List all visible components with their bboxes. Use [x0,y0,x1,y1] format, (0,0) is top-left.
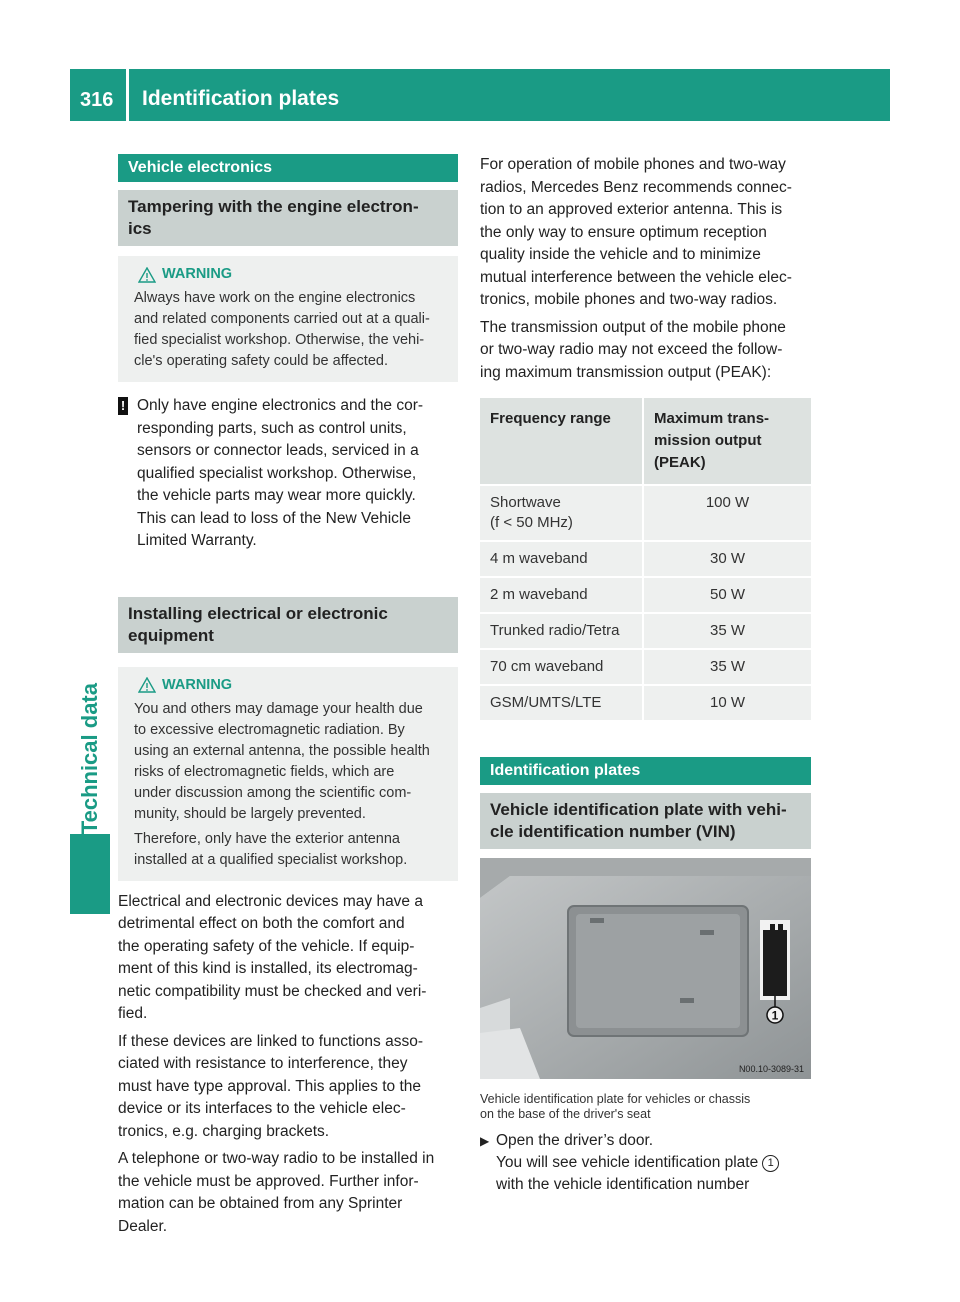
paragraph-line: For operation of mobile phones and two-way [480,156,786,173]
warning-line: installed at a qualified specialist workshop. [134,851,408,868]
paragraph-line: quality inside the vehicle and to minimize [480,246,761,263]
table-row [480,686,811,720]
warning-label: WARNING [162,266,233,282]
caption-line: on the base of the driver's seat [480,1107,651,1121]
note-line: responding parts, such as control units, [137,419,407,437]
left-column [118,154,458,1238]
frequency-range-cell [480,614,644,648]
paragraph-line: mation can be obtained from any Sprinter [118,1195,403,1212]
table-row [480,486,811,540]
cell-line: 4 m waveband [490,550,588,567]
output-cell: 50 W [644,578,811,612]
note-line: qualified specialist workshop. Otherwise, [137,464,417,482]
page-number: 316 [80,89,114,111]
warning-line: You and others may damage your health due [134,700,423,717]
sidebar-marker [70,834,110,914]
paragraph-line: ment of this kind is installed, its electromag- [118,960,418,977]
paragraph-line: Dealer. [118,1217,168,1235]
note-line: the vehicle parts may wear more quickly. [137,487,416,504]
step-line-2-text: You will see vehicle identification plate [496,1154,759,1171]
frequency-range-cell [480,486,644,540]
caption-line: Vehicle identification plate for vehicles or chassis [480,1092,751,1106]
step-line-1: Open the driver’s door. [496,1132,654,1149]
header-line: Frequency range [490,410,611,427]
paragraph-type-approval [118,1031,458,1144]
paragraph-transmission-output [480,317,811,385]
sidebar-section-label: Technical data [77,682,102,834]
warning-text [134,288,448,372]
output-cell: 10 W [644,686,811,720]
instruction-step [480,1130,811,1196]
photo-caption [480,1092,811,1122]
column-header-output [644,398,811,484]
frequency-range-cell [480,650,644,684]
step-arrow-icon: ▶ [480,1134,490,1148]
frequency-range-cell [480,578,644,612]
cell-line: 70 cm waveband [490,658,604,675]
note-text [137,395,423,553]
warning-line: fied specialist workshop. Otherwise, the vehi- [134,332,425,348]
warning-line: to excessive electromagnetic radiation. By [134,721,405,738]
paragraph-line: fied. [118,1005,148,1022]
paragraph-line: The transmission output of the mobile phone [480,318,786,336]
subheading-line: Tampering with the engine electron- [128,197,419,216]
column-header-frequency [480,398,644,484]
paragraph-line: tronics, e.g. charging brackets. [118,1122,330,1140]
cell-line: (f < 50 MHz) [490,514,573,531]
warning-line: Always have work on the engine electronics [134,290,416,306]
paragraph-line: the only way to ensure optimum reception [480,223,767,241]
paragraph-antenna [480,154,811,312]
paragraph-telephone [118,1148,458,1238]
paragraph-line: must have type approval. This applies to the [118,1077,421,1095]
warning-line: and related components carried out at a quali- [134,311,430,327]
warning-label: WARNING [162,676,233,693]
section-heading-identification-plates: Identification plates [480,757,811,785]
step-text [496,1130,779,1196]
step-line-3: with the vehicle identification number [496,1176,750,1193]
paragraph-line: tion to an approved exterior antenna. This is [480,201,783,218]
sidebar-section-tab [70,120,110,834]
warning-line: munity, should be largely prevented. [134,805,366,822]
paragraph-line: detrimental effect on both the comfort and [118,915,405,932]
note-line: Only have engine electronics and the cor- [137,397,424,414]
warning-box-engine [118,256,458,382]
output-cell: 35 W [644,650,811,684]
subheading-line: Vehicle identification plate with vehi- [490,800,787,819]
frequency-table [480,396,811,722]
paragraph-line: or two-way radio may not exceed the follow- [480,341,783,358]
cell-line: 2 m waveband [490,586,588,603]
subheading-line: cle identification number (VIN) [490,822,736,841]
subheading-vin-plate [480,793,811,849]
paragraph-line: If these devices are linked to functions asso- [118,1032,423,1050]
output-cell: 30 W [644,542,811,576]
paragraph-line: the vehicle must be approved. Further infor- [118,1172,419,1190]
warning-line: using an external antenna, the possible health [134,742,430,759]
paragraph-line: ing maximum transmission output (PEAK): [480,363,772,381]
photo-code: N00.10-3089-31 [738,1064,804,1074]
warning-line: under discussion among the scientific com- [134,784,412,801]
page-header [70,69,890,121]
table-row [480,650,811,684]
cell-line: Trunked radio/Tetra [490,622,620,639]
paragraph-line: Electrical and electronic devices may have a [118,892,423,910]
note-line: Limited Warranty. [137,532,257,549]
warning-header [138,675,448,696]
important-note [118,395,458,553]
callout-1-icon: 1 [762,1155,779,1172]
paragraph-line: device or its interfaces to the vehicle elec- [118,1100,406,1117]
table-header-row [480,398,811,484]
cell-line: GSM/UMTS/LTE [490,694,602,711]
paragraph-line: radios, Mercedes Benz recommends connec- [480,178,792,196]
paragraph-line: A telephone or two-way radio to be installed in [118,1150,435,1167]
paragraph-effects [118,891,458,1026]
warning-line: cle's operating safety could be affected. [134,353,388,369]
warning-line: risks of electromagnetic fields, which are [134,763,395,780]
header-line: Maximum trans- [654,410,770,427]
header-line: (PEAK) [654,454,706,471]
paragraph-line: netic compatibility must be checked and veri- [118,982,427,1000]
paragraph-line: ciated with resistance to interference, they [118,1055,408,1072]
frequency-range-cell [480,686,644,720]
table-row [480,578,811,612]
warning-line: Therefore, only have the exterior antenna [134,830,400,847]
warning-header [138,264,448,285]
vin-plate-photo [480,858,811,1079]
cell-line: Shortwave [490,494,561,511]
header-divider [126,69,129,121]
table-row [480,542,811,576]
section-heading-vehicle-electronics: Vehicle electronics [118,154,458,182]
output-cell: 100 W [644,486,811,540]
subheading-line: equipment [128,625,214,645]
step-line-2 [496,1152,779,1174]
warning-text-2 [134,829,448,871]
warning-text [134,699,448,825]
table-row [480,614,811,648]
warning-triangle-icon [138,267,156,283]
right-column [480,154,811,1196]
subheading-tampering [118,190,458,246]
page-title: Identification plates [142,87,340,110]
paragraph-line: the operating safety of the vehicle. If equip- [118,937,415,955]
photo-callout: 1 [771,1008,779,1023]
warning-triangle-icon [138,677,156,693]
subheading-line: ics [128,219,152,238]
output-cell: 35 W [644,614,811,648]
note-line: sensors or connector leads, serviced in a [137,442,419,459]
subheading-installing-equipment [118,597,458,653]
frequency-range-cell [480,542,644,576]
note-line: This can lead to loss of the New Vehicle [137,509,411,527]
header-line: mission output [654,432,762,449]
warning-box-radiation [118,667,458,881]
paragraph-line: mutual interference between the vehicle elec- [480,268,792,286]
subheading-line: Installing electrical or electronic [128,603,388,623]
exclamation-icon: ! [118,397,128,415]
paragraph-line: tronics, mobile phones and two-way radios. [480,291,778,308]
